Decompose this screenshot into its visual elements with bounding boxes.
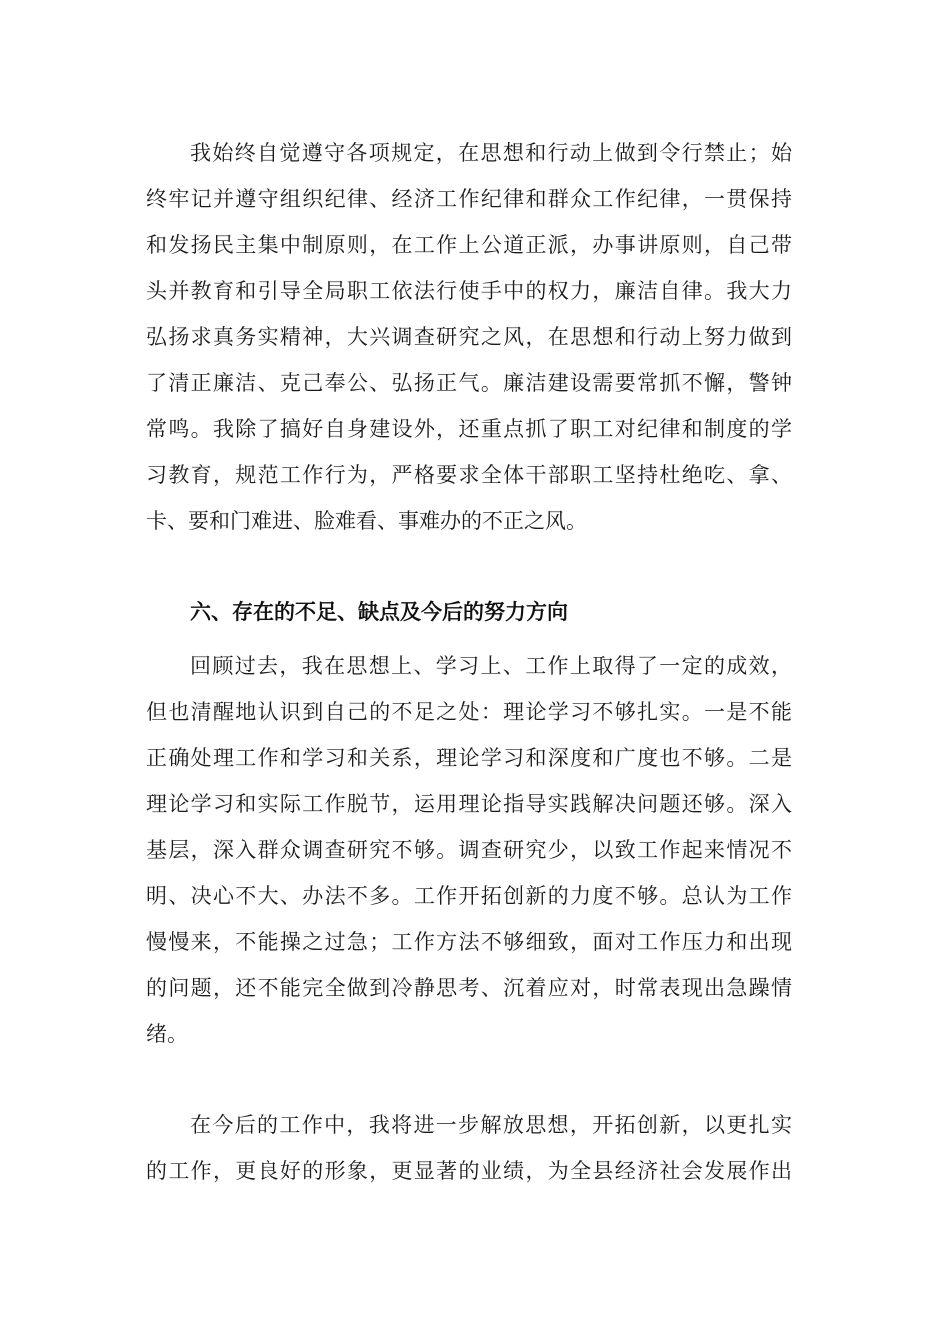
paragraph-line: 正确处理工作和学习和关系，理论学习和深度和广度也不够。二是: [146, 746, 792, 770]
paragraph-line: 头并教育和引导全局职工依法行使手中的权力，廉洁自律。我大力: [146, 279, 792, 303]
paragraph-line: 的工作，更良好的形象，更显著的业绩，为全县经济社会发展作出: [146, 1159, 792, 1183]
paragraph-future: [146, 1102, 792, 1194]
paragraph-line: 理论学习和实际工作脱节，运用理论指导实践解决问题还够。深入: [146, 792, 792, 816]
paragraph-line: 和发扬民主集中制原则，在工作上公道正派，办事讲原则，自己带: [146, 233, 792, 257]
paragraph-line: 但也清醒地认识到自己的不足之处：理论学习不够扎实。一是不能: [146, 700, 792, 724]
paragraph-line: 了清正廉洁、克己奉公、弘扬正气。廉洁建设需要常抓不懈，警钟: [146, 371, 792, 395]
paragraph-line: 回顾过去，我在思想上、学习上、工作上取得了一定的成效，: [190, 654, 792, 678]
paragraph-discipline: [146, 130, 792, 544]
paragraph-line: 卡、要和门难进、脸难看、事难办的不正之风。: [146, 509, 587, 533]
paragraph-line: 习教育，规范工作行为，严格要求全体干部职工坚持杜绝吃、拿、: [146, 463, 792, 487]
paragraph-line: 基层，深入群众调查研究不够。调查研究少，以致工作起来情况不: [146, 838, 792, 862]
paragraph-line: 明、决心不大、办法不多。工作开拓创新的力度不够。总认为工作: [146, 884, 792, 908]
paragraph-line: 绪。: [146, 1022, 188, 1046]
paragraph-line: 的问题，还不能完全做到冷静思考、沉着应对，时常表现出急躁情: [146, 976, 792, 1000]
paragraph-shortcomings: [146, 643, 792, 1057]
paragraph-line: 终牢记并遵守组织纪律、经济工作纪律和群众工作纪律，一贯保持: [146, 187, 792, 211]
paragraph-line: 我始终自觉遵守各项规定，在思想和行动上做到令行禁止；始: [190, 141, 792, 165]
paragraph-line: 弘扬求真务实精神，大兴调查研究之风，在思想和行动上努力做到: [146, 325, 792, 349]
paragraph-line: 在今后的工作中，我将进一步解放思想，开拓创新，以更扎实: [190, 1113, 792, 1137]
paragraph-line: 慢慢来，不能操之过急；工作方法不够细致，面对工作压力和出现: [146, 930, 792, 954]
paragraph-line: 常鸣。我除了搞好自身建设外，还重点抓了职工对纪律和制度的学: [146, 417, 792, 441]
section-heading: 六、存在的不足、缺点及今后的努力方向: [190, 600, 568, 624]
